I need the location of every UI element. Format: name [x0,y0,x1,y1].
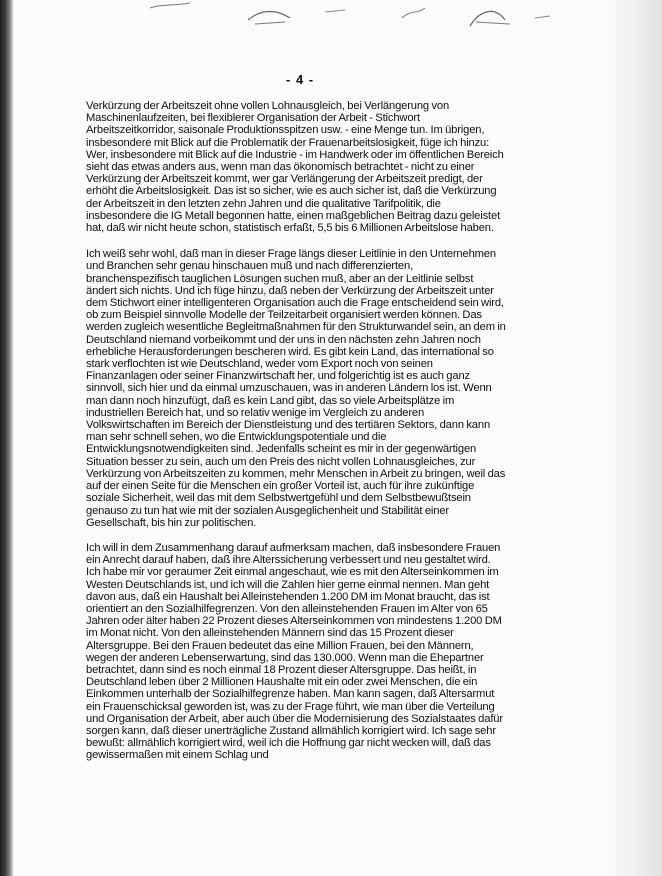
pen-marks [0,0,662,45]
page-number: - 4 - [286,72,315,87]
scan-right-shadow [602,0,662,876]
scan-left-edge [0,0,14,876]
paragraph-3: Ich will in dem Zusammenhang darauf aufmerksam machen, daß insbesondere Frauen ein Anrecht darauf haben, daß ihre Alterssicherung verbessert und neu gestaltet wird. Ich habe mir vor geraumer Zeit einmal angeschaut, wie es mit den Alterseinkommen im Westen Deutschlands ist, und ich will die Zahlen hier gerne einmal nennen. Man geht davon aus, daß ein Haushalt bei Alleinstehenden 1.200 DM im Monat braucht, das ist orientiert an den Sozialhilfegrenzen. Von den alleinstehenden Frauen im Alter von 65 Jahren oder älter haben 22 Prozent dieses Alterseinkommen von mindestens 1.200 DM im Monat nicht. Von den alleinstehenden Männern sind das 15 Prozent dieser Altersgruppe. Bei den Frauen bedeutet das eine Million Frauen, bei den Männern, wegen der anderen Lebenserwartung, sind das 130.000. Wenn man die Ehepartner betrachtet, dann sind es noch einmal 18 Prozent dieser Altersgruppe. Das heißt, in Deutschland leben über 2 Millionen Haushalte mit ein oder zwei Menschen, die ein Einkommen unterhalb der Sozialhilfegrenze haben. Man kann sagen, daß Altersarmut ein Frauenschicksal geworden ist, was zu der Frage führt, wie man über die Verteilung und Organisation der Arbeit, aber auch über die Modernisierung des Sozialstaates dafür sorgen kann, daß dieser unerträgliche Zustand allmählich korrigiert wird. Ich sage sehr bewußt: allmählich korrigiert wird, weil ich die Hoffnung gar nicht wecken will, daß das gewissermaßen mit einem Schlag und [86,541,503,762]
paragraph-1: Verkürzung der Arbeitszeit ohne vollen Lohnausgleich, bei Verlängerung von Maschinenlaufzeiten, bei flexiblerer Organisation der Arbeit - Stichwort Arbeitszeitkorridor, saisonale Produktionsspitzen usw. - eine Menge tun. Im übrigen, insbesondere mit Blick auf die Problematik der Frauenarbeitslosigkeit, füge ich hinzu: Wer, insbesondere mit Blick auf die Industrie - im Handwerk oder im öffentlichen Bereich sieht das etwas anders aus, wenn man das ökonomisch betrachtet - nicht zu einer Verkürzung der Arbeitszeit kommt, wer gar Verlängerung der Arbeitszeit predigt, der erhöht die Arbeitslosigkeit. Das ist so sicher, wie es auch sicher ist, daß die Verkürzung der Arbeitszeit in den letzten zehn Jahren und die qualitative Tarifpolitik, die insbesondere die IG Metall begonnen hatte, einen maßgeblichen Beitrag dazu geleistet hat, daß wir nicht heute schon, statistisch erfaßt, 5,5 bis 6 Millionen Arbeitslose haben. [86,100,504,235]
body-text [86,100,506,762]
paragraph-2: Ich weiß sehr wohl, daß man in dieser Frage längs dieser Leitlinie in den Unternehmen und Branchen sehr genau hinschauen muß und nach differenzierten, branchenspezifisch tauglichen Lösungen suchen muß, aber an der Leitlinie selbst ändert sich nichts. Und ich füge hinzu, daß neben der Verkürzung der Arbeitszeit unter dem Stichwort einer intelligenteren Organisation auch die Frage entscheidend sein wird, ob zum Beispiel sinnvolle Modelle der Teilzeitarbeit organisiert werden können. Das werden zugleich wesentliche Begleitmaßnahmen für den Strukturwandel sein, an dem in Deutschland niemand vorbeikommt und der uns in den nächsten zehn Jahren noch erhebliche Herausforderungen bescheren wird. Es gibt kein Land, das international so stark verflochten ist wie Deutschland, weder vom Export noch von seinen Finanzanlagen oder seiner Finanzwirtschaft her, und folgerichtig ist es auch ganz sinnvoll, sich hier und da einmal umzuschauen, was in anderen Ländern los ist. Wenn man dann noch hinzufügt, daß es kein Land gibt, das so viele Arbeitsplätze im industriellen Bereich hat, und so relativ wenige im Vergleich zu anderen Volkswirtschaften im Bereich der Dienstleistung und des tertiären Sektors, dann kann man sehr schnell sehen, wo die Entwicklungspotentiale und die Entwicklungsnotwendigkeiten sind. Jedenfalls scheint es mir in der gegenwärtigen Situation besser zu sein, auch um den Preis des nicht vollen Lohnausgleiches, zur Verkürzung von Arbeitszeiten zu kommen, mehr Menschen in Arbeit zu bringen, weil das auf der einen Seite für die Menschen ein großer Vorteil ist, auch für ihre zukünftige soziale Sicherheit, weil das mit dem Selbstwertgefühl und dem Selbstbewußtsein genauso zu tun hat wie mit der sozialen Ausgeglichenheit und Stabilität einer Gesellschaft, bis hin zur politischen. [86,248,506,529]
